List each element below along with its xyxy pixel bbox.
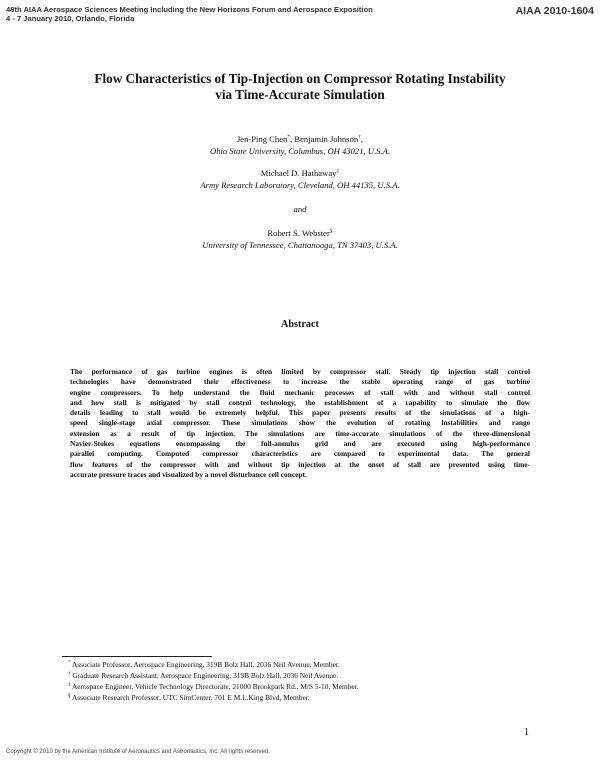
author-group-3 — [0, 228, 600, 238]
author-and: and — [293, 204, 307, 214]
author-separator: , — [360, 134, 364, 144]
abstract-body — [70, 367, 530, 480]
copyright-notice: Copyright © 2010 by the American Institute of Aeronautics and Astronautics, Inc. All rights reserved. — [6, 749, 270, 755]
footnote-text: Associate Research Professor, UTC SimCenter, 701 E M.L.King Blvd, Member. — [71, 693, 310, 702]
conference-name: 48th AIAA Aerospace Sciences Meeting Including the New Horizons Forum and Aerospace Exposition — [6, 5, 373, 14]
footnote-mark: § — [68, 693, 71, 699]
footnote-mark: * — [68, 660, 71, 666]
footnote-text: Aerospace Engineer, Vehicle Technology Directorate, 21000 Brookpark Rd., M/S 5-10, Member. — [71, 682, 359, 691]
author-name: Jen-Ping Chen — [236, 134, 288, 144]
abstract-line: parallel computing. Computed compressor characteristics are compared to experimental data. The general — [70, 449, 530, 459]
author-group-1 — [0, 134, 600, 144]
footnote — [68, 693, 310, 702]
footnote — [68, 671, 338, 680]
page-number: 1 — [524, 727, 529, 738]
footnote-text: Graduate Research Assistant, Aerospace Engineering, 319B Bolz Hall, 2036 Neil Avenue. — [72, 671, 339, 680]
paper-title-line-1: Flow Characteristics of Tip-Injection on Compressor Rotating Instability — [94, 71, 506, 86]
abstract-line: extension as a result of tip injection. The simulations are time-accurate simulations of the three-dimensional — [70, 428, 530, 438]
abstract-line: technologies have demonstrated their effectiveness to increase the stable operating range of gas turbine — [70, 377, 530, 387]
footnote — [68, 682, 359, 691]
conference-date-location: 4 - 7 January 2010, Orlando, Florida — [6, 14, 135, 23]
footnote-mark: † — [68, 671, 71, 677]
footnote — [68, 660, 340, 669]
abstract-heading: Abstract — [281, 319, 319, 330]
abstract-line: The performance of gas turbine engines is often limited by compressor stall. Steady tip injection stall control — [70, 367, 530, 376]
paper-id: AIAA 2010-1604 — [515, 5, 594, 17]
footnote-mark: ‡ — [68, 682, 71, 688]
author-name: Robert S. Webster — [267, 228, 330, 238]
footnote-divider — [62, 656, 212, 657]
abstract-line: and how stall is mitigated by stall control technology, the establishment of a capability to simulate the flow — [70, 397, 530, 407]
author-group-2 — [0, 168, 600, 178]
footnote-mark: ‡ — [336, 168, 340, 175]
abstract-line: details leading to stall would be extremely helpful. This paper presents results of the simulations of a high- — [70, 408, 530, 418]
author-name: Michael D. Hathaway — [260, 168, 337, 178]
abstract-line: flow features of the compressor with and without tip injection at the onset of stall are presented using time- — [70, 459, 530, 469]
footnote-mark: † — [358, 134, 361, 141]
author-name: Benjamin Johnson — [294, 134, 359, 144]
abstract-line: engine compressors. To help understand the fluid mechanic processes of stall with and without stall control — [70, 387, 530, 397]
footnote-text: Associate Professor, Aerospace Engineering, 319B Bolz Hall, 2036 Neil Avenue, Member. — [71, 660, 340, 669]
author-separator: , — [290, 134, 295, 144]
affiliation-2: Army Research Laboratory, Cleveland, OH 44135, U.S.A. — [200, 180, 400, 190]
footnote-mark: * — [287, 134, 291, 141]
abstract-line: speed single-stage axial compressor. These simulations show the evolution of rotating instabilities and range — [70, 418, 530, 428]
abstract-line: accurate pressure traces and visualized by a novel disturbance cell concept. — [70, 469, 307, 479]
affiliation-3: University of Tennessee, Chattanooga, TN 37403, U.S.A. — [202, 240, 398, 250]
paper-title-line-2: via Time-Accurate Simulation — [215, 87, 385, 102]
footnote-mark: § — [329, 228, 333, 235]
affiliation-1: Ohio State University, Columbus, OH 43021, U.S.A. — [210, 146, 390, 156]
abstract-line: Navier-Stokes equations encompassing the full-annulus grid and are executed using high-performance — [70, 439, 530, 449]
